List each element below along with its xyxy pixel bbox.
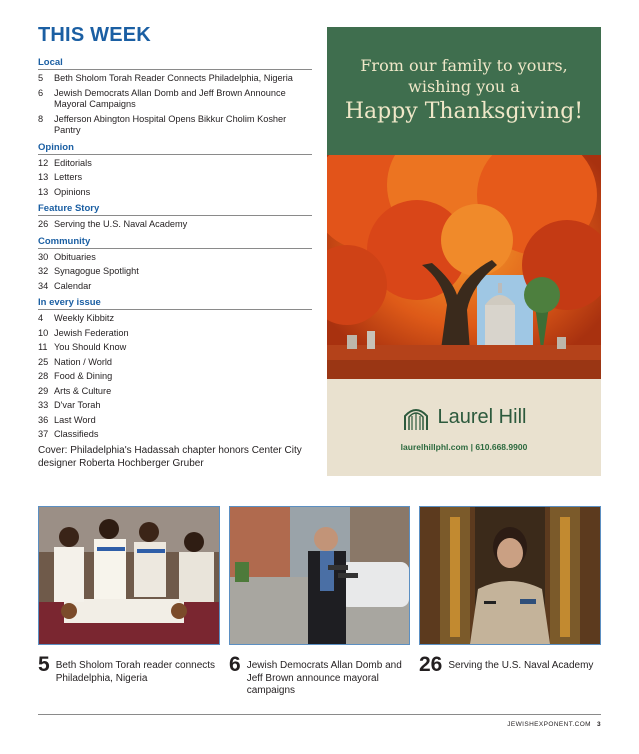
toc-entry[interactable] xyxy=(38,386,312,398)
toc-entry-page: 36 xyxy=(38,414,49,425)
cover-note: Cover: Philadelphia's Hadassah chapter honors Center City designer Roberta Hochberger Gruber xyxy=(38,444,302,469)
toc-entry-title: Classifieds xyxy=(54,429,99,439)
feature-caption-text: Beth Sholom Torah reader connects Philadelphia, Nigeria xyxy=(55,660,216,684)
toc-entry-title: Last Word xyxy=(54,414,96,425)
toc-entry-page: 12 xyxy=(38,157,49,168)
toc-entry[interactable] xyxy=(38,187,312,199)
toc-entry-title: Obituaries xyxy=(54,251,96,262)
toc-entry-page: 30 xyxy=(38,251,49,262)
toc-entry-title: Serving the U.S. Naval Academy xyxy=(54,219,188,229)
autumn-tree-photo xyxy=(327,155,601,379)
ad-brand-name: Laurel Hill xyxy=(437,406,527,428)
footer-site[interactable]: JEWISHEXPONENT.COM xyxy=(507,721,591,728)
toc-section-heading: In every issue xyxy=(38,297,312,310)
feature-page-number: 26 xyxy=(419,653,443,676)
toc-entry[interactable] xyxy=(38,252,312,264)
toc-entry[interactable] xyxy=(38,266,312,278)
naval-officer-photo[interactable] xyxy=(419,506,601,645)
toc-entry-page: 11 xyxy=(38,342,48,352)
toc-entry-page: 4 xyxy=(38,313,44,323)
naval-officer-scene xyxy=(420,507,600,644)
feature-page-number: 5 xyxy=(38,653,50,676)
toc-entry-title: Nation / World xyxy=(54,356,113,367)
toc-entry[interactable] xyxy=(38,371,312,383)
toc-entry-page: 13 xyxy=(38,186,49,197)
footer-divider xyxy=(38,714,601,715)
toc-entry-page: 28 xyxy=(38,371,49,381)
toc-entry[interactable] xyxy=(38,328,312,340)
toc-section-heading: Community xyxy=(38,236,312,249)
laurel-hill-gate-icon xyxy=(402,404,430,432)
toc-entry-page: 32 xyxy=(38,266,49,276)
toc-entry-page: 5 xyxy=(38,73,44,83)
toc-section-heading: Opinion xyxy=(38,142,312,155)
toc-entry-title: Beth Sholom Torah Reader Connects Philadelphia, Nigeria xyxy=(54,73,293,83)
toc-entry[interactable] xyxy=(38,429,312,441)
toc-entry-page: 8 xyxy=(38,113,44,124)
footer-page-number: 3 xyxy=(596,721,601,728)
toc-entry-page: 37 xyxy=(38,429,49,439)
toc-entry-title: Jefferson Abington Hospital Opens Bikkur Cholim Kosher Pantry xyxy=(54,113,287,135)
torah-reader-photo[interactable] xyxy=(38,506,220,645)
ad-greeting-line-2: wishing you a xyxy=(408,77,520,96)
toc-entry[interactable] xyxy=(38,114,312,137)
feature-page-number: 6 xyxy=(229,653,241,676)
toc-entry[interactable] xyxy=(38,357,312,369)
torah-reading-scene xyxy=(39,507,219,644)
toc-entry[interactable] xyxy=(38,313,312,325)
autumn-tree-illustration xyxy=(327,155,601,379)
laurel-hill-logo xyxy=(402,404,527,432)
ad-contact[interactable]: laurelhillphl.com | 610.668.9900 xyxy=(400,441,528,452)
toc-entry-title: Jewish Democrats Allan Domb and Jeff Brown Announce Mayoral Campaigns xyxy=(54,87,286,109)
toc-section xyxy=(38,142,312,199)
toc-section xyxy=(38,203,312,231)
toc-entry-title: Arts & Culture xyxy=(54,385,112,396)
toc-entry-page: 13 xyxy=(38,172,49,182)
toc-entry-title: Editorials xyxy=(54,157,92,168)
page-title: THIS WEEK xyxy=(38,24,151,46)
ad-footer xyxy=(327,379,601,476)
toc-entry-page: 34 xyxy=(38,280,49,291)
toc-entry[interactable] xyxy=(38,88,312,111)
toc-entry-page: 25 xyxy=(38,356,49,367)
toc-section-heading: Feature Story xyxy=(38,203,312,216)
ad-greeting-line-3: Happy Thanksgiving! xyxy=(344,99,584,124)
toc-section xyxy=(38,57,312,137)
toc-entry[interactable] xyxy=(38,73,312,85)
toc-entry[interactable] xyxy=(38,400,312,412)
toc-entry-title: Weekly Kibbitz xyxy=(54,313,115,323)
toc-entry-page: 10 xyxy=(38,327,49,338)
toc-entry-page: 6 xyxy=(38,87,44,98)
toc-entry-page: 26 xyxy=(38,219,49,229)
toc-entry[interactable] xyxy=(38,158,312,170)
press-conference-scene xyxy=(230,507,409,644)
toc-entry-page: 29 xyxy=(38,385,49,396)
toc-entry-title: Opinions xyxy=(54,186,91,197)
feature-caption-text: Serving the U.S. Naval Academy xyxy=(448,660,594,671)
toc-entry[interactable] xyxy=(38,415,312,427)
ad-greeting-line-1: From our family to yours, xyxy=(360,56,568,75)
toc-entry[interactable] xyxy=(38,172,312,184)
toc-entry-title: Food & Dining xyxy=(54,371,113,381)
toc-entry-title: Synagogue Spotlight xyxy=(54,266,139,276)
toc-entry-title: Calendar xyxy=(54,280,92,291)
laurel-hill-ad[interactable] xyxy=(327,27,601,476)
press-conference-photo[interactable] xyxy=(229,506,410,645)
feature-caption-1[interactable] xyxy=(38,654,223,685)
toc-entry-title: D'var Torah xyxy=(54,400,101,410)
toc-entry[interactable] xyxy=(38,342,312,354)
ad-header xyxy=(327,27,601,155)
toc-entry-page: 33 xyxy=(38,400,49,410)
toc-entry[interactable] xyxy=(38,281,312,293)
table-of-contents xyxy=(38,24,312,470)
feature-caption-text: Jewish Democrats Allan Domb and Jeff Brown announce mayoral campaigns xyxy=(246,660,402,696)
toc-section xyxy=(38,236,312,293)
toc-entry-title: Letters xyxy=(54,172,83,182)
feature-caption-3[interactable] xyxy=(419,654,604,676)
feature-caption-2[interactable] xyxy=(229,654,414,698)
toc-section xyxy=(38,297,312,441)
toc-entry-title: You Should Know xyxy=(54,342,127,352)
toc-section-heading: Local xyxy=(38,57,312,70)
page-footer xyxy=(507,721,601,728)
toc-entry[interactable] xyxy=(38,219,312,231)
toc-sections xyxy=(38,57,312,441)
toc-entry-title: Jewish Federation xyxy=(54,327,129,338)
